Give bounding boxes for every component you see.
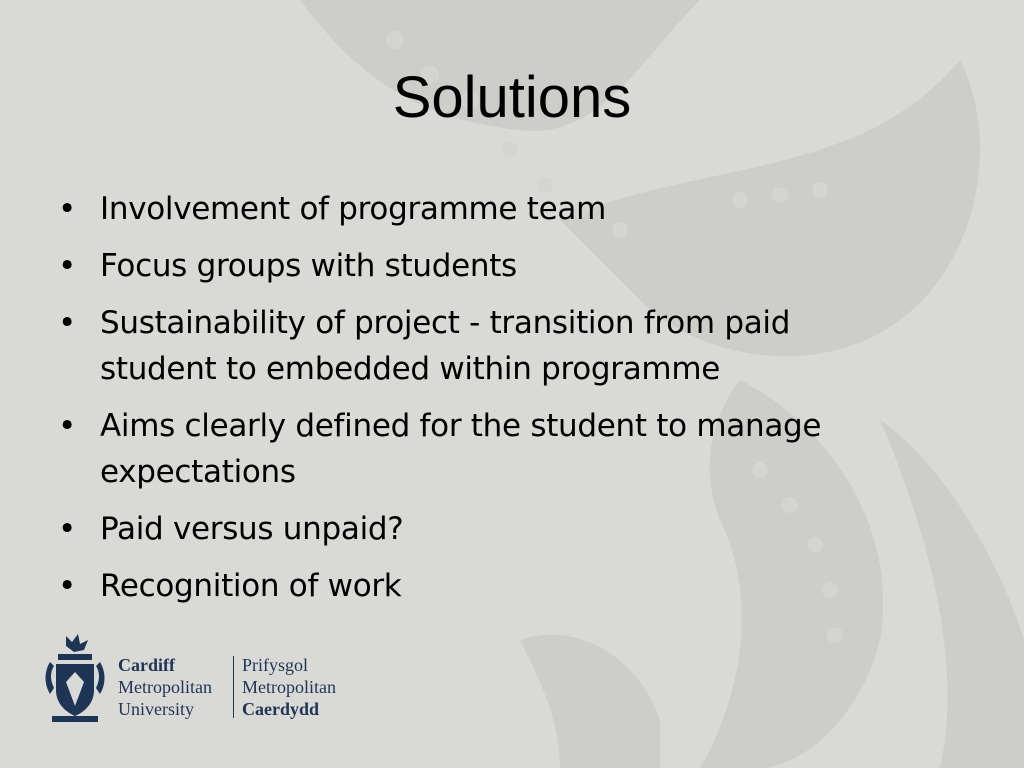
bullet-text: Focus groups with students <box>100 248 517 284</box>
university-logo <box>44 632 364 728</box>
list-item <box>56 506 886 552</box>
bullet-text: Recognition of work <box>100 568 402 604</box>
list-item <box>56 403 886 495</box>
bullet-icon: • <box>58 511 76 547</box>
bullet-text: Sustainability of project - transition from paid student to embedded within programme <box>100 305 791 387</box>
list-item <box>56 243 886 289</box>
logo-welsh-name: Prifysgol Metropolitan Caerdydd <box>242 655 336 719</box>
bullet-icon: • <box>58 305 76 341</box>
logo-divider <box>233 656 234 718</box>
bullet-icon: • <box>58 248 76 284</box>
list-item <box>56 186 886 232</box>
bullet-list <box>56 186 886 620</box>
bullet-icon: • <box>58 191 76 227</box>
list-item <box>56 563 886 609</box>
bullet-icon: • <box>58 568 76 604</box>
logo-english-name: Cardiff Metropolitan University <box>118 655 212 719</box>
slide-title: Solutions <box>392 65 632 130</box>
bullet-text: Aims clearly defined for the student to manage expectations <box>100 408 822 490</box>
bullet-text: Involvement of programme team <box>100 191 606 227</box>
crest-icon <box>44 632 106 724</box>
list-item <box>56 300 886 392</box>
bullet-icon: • <box>58 408 76 444</box>
bullet-text: Paid versus unpaid? <box>100 511 404 547</box>
